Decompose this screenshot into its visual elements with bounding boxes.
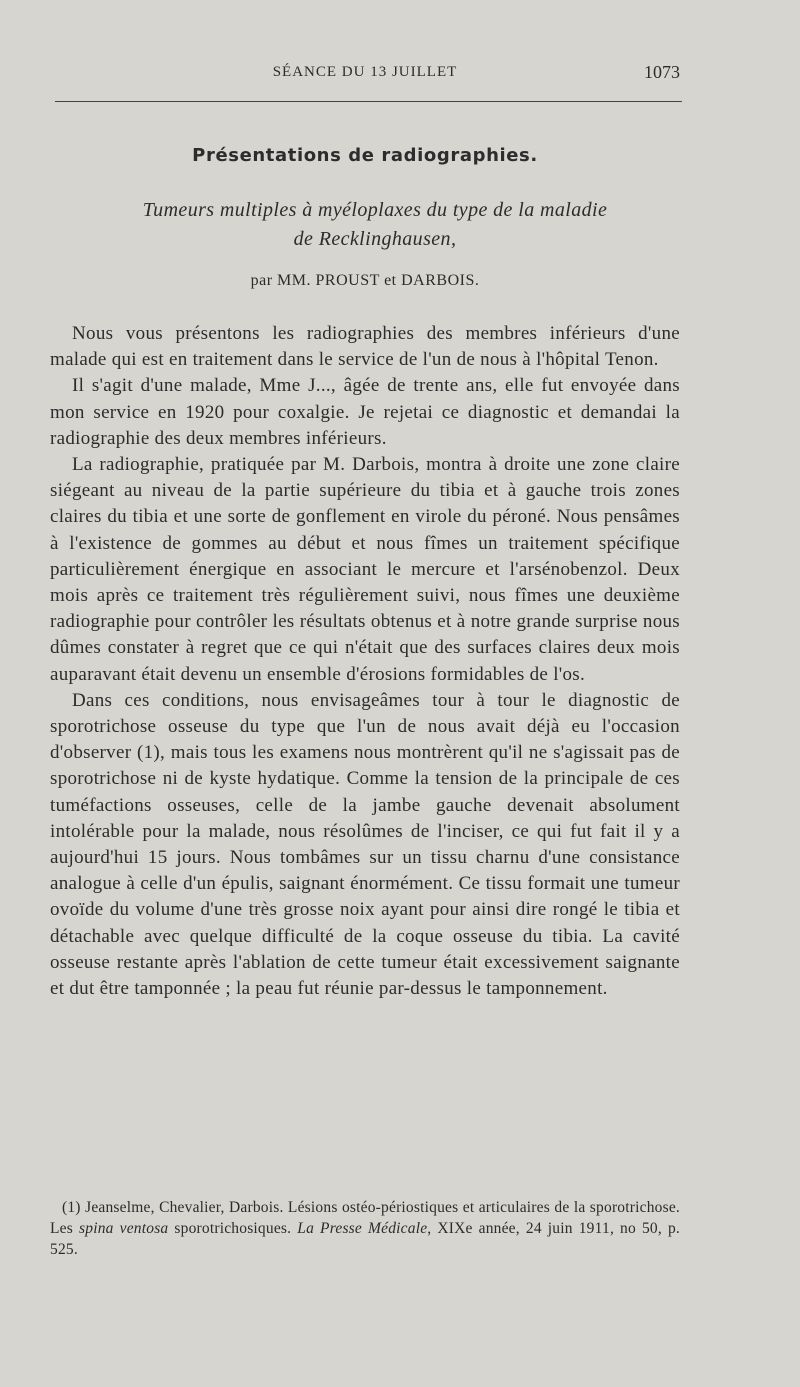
header-rule (55, 101, 682, 102)
paragraph-1: Nous vous présentons les radiographies des membres inférieurs d'une malade qui est en traitement dans le service de l'un de nous à l'hôpital Tenon. (50, 323, 680, 371)
article-title-line-1: Tumeurs multiples à myéloplaxes du type de la maladie (142, 199, 608, 221)
article-title (60, 196, 690, 254)
body-text (50, 321, 680, 1002)
article-title-line-2: de Recklinghausen, (293, 228, 457, 250)
footnote-text (50, 1197, 680, 1260)
page-number: 1073 (644, 62, 680, 82)
footnote-part-3: , XIXe année, 24 juin 1911, no 50, p. 525. (50, 1220, 680, 1258)
byline: par MM. PROUST et DARBOIS. (250, 272, 480, 289)
running-title: SÉANCE DU 13 JUILLET (272, 64, 458, 80)
footnote (50, 1197, 680, 1260)
section-title: Présentations de radiographies. (192, 145, 538, 166)
footnote-part-1: Jeanselme, Chevalier, Darbois. Lésions ostéo-périostiques et articulaires de la sporotrichose. Les (50, 1199, 680, 1237)
footnote-marker: (1) (62, 1199, 81, 1216)
paragraph-3: La radiographie, pratiquée par M. Darbois, montra à droite une zone claire siégeant au niveau de la partie supérieure du tibia et à gauche trois zones claires du tibia et une sorte de gonflement en virole du péroné. Nous pensâmes à l'existence de gommes au début et nous fîmes un traitement spécifique particulièrement énergique en associant le mercure et l'arsénobenzol. Deux mois après ce traitement très régulièrement suivi, nous fîmes une deuxième radiographie pour contrôler les résultats obtenus et à notre grande surprise nous dûmes constater à regret que ce qui n'était que des surfaces claires deux mois auparavant était devenu un ensemble d'érosions formidables de l'os. (50, 454, 680, 685)
footnote-italic-2: La Presse Médicale (297, 1220, 428, 1237)
running-head (50, 62, 680, 86)
footnote-part-2: sporotrichosiques. (168, 1220, 298, 1237)
footnote-italic-1: spina ventosa (79, 1220, 169, 1237)
paragraph-4: Dans ces conditions, nous envisageâmes tour à tour le diagnostic de sporotrichose osseuse du type que l'un de nous avait déjà eu l'occasion d'observer (1), mais tous les examens nous montrèrent qu'il ne s'agissait pas de sporotrichose ni de kyste hydatique. Comme la tension de la principale de ces tuméfactions osseuses, celle de la jambe gauche devenait absolument intolérable pour la malade, nous résolûmes de l'inciser, ce qui fut fait il y a aujourd'hui 15 jours. Nous tombâmes sur un tissu charnu d'une consistance analogue à celle d'un épulis, saignant énormément. Ce tissu formait une tumeur ovoïde du volume d'une très grosse noix ayant pour ainsi dire rongé le tibia et détachable avec quelque difficulté de la coque osseuse du tibia. La cavité osseuse restante après l'ablation de cette tumeur était excessivement saignante et dut être tamponnée ; la peau fut réunie par-dessus le tamponnement. (50, 689, 680, 1000)
paragraph-2: Il s'agit d'une malade, Mme J..., âgée de trente ans, elle fut envoyée dans mon service en 1920 pour coxalgie. Je rejetai ce diagnostic et demandai la radiographie des deux membres inférieurs. (50, 375, 680, 449)
